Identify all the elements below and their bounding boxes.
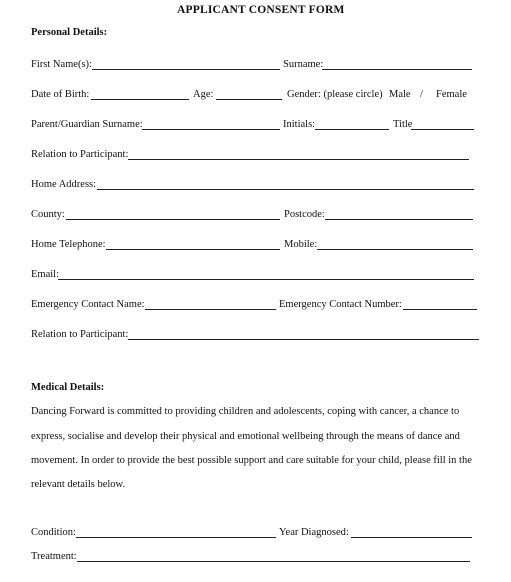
gender-female-option[interactable]: Female — [436, 89, 467, 100]
email-label: Email: — [31, 269, 59, 280]
emergency-number-label: Emergency Contact Number: — [279, 299, 402, 310]
condition-label: Condition: — [31, 527, 76, 538]
gender-separator: / — [420, 89, 423, 100]
initials-label: Initials: — [283, 119, 316, 130]
first-names-label: First Name(s): — [31, 59, 92, 70]
guardian-surname-field[interactable] — [142, 129, 280, 130]
year-diagnosed-field[interactable] — [351, 537, 472, 538]
title-label: Title — [393, 119, 413, 130]
gender-male-option[interactable]: Male — [389, 89, 411, 100]
relation-emergency-label: Relation to Participant: — [31, 329, 129, 340]
first-names-field[interactable] — [92, 69, 280, 70]
condition-field[interactable] — [76, 537, 276, 538]
guardian-surname-label: Parent/Guardian Surname: — [31, 119, 143, 130]
gender-label: Gender: (please circle) — [287, 89, 383, 100]
treatment-label: Treatment: — [31, 551, 77, 562]
medical-details-heading: Medical Details: — [31, 382, 105, 393]
postcode-field[interactable] — [325, 219, 473, 220]
emergency-name-field[interactable] — [145, 309, 276, 310]
medical-paragraph-line-2: express, socialise and develop their physical and emotional wellbeing through the means of dance and — [31, 431, 460, 442]
medical-paragraph-line-4: relevant details below. — [31, 479, 126, 490]
relation-label: Relation to Participant: — [31, 149, 129, 160]
county-label: County: — [31, 209, 65, 220]
mobile-label: Mobile: — [284, 239, 318, 250]
page-title: APPLICANT CONSENT FORM — [177, 4, 345, 16]
personal-details-heading: Personal Details: — [31, 27, 108, 38]
dob-field[interactable] — [91, 99, 189, 100]
emergency-number-field[interactable] — [403, 309, 477, 310]
home-telephone-field[interactable] — [106, 249, 280, 250]
relation-field[interactable] — [128, 159, 469, 160]
email-field[interactable] — [58, 279, 474, 280]
home-address-label: Home Address: — [31, 179, 97, 190]
year-diagnosed-label: Year Diagnosed: — [279, 527, 349, 538]
emergency-name-label: Emergency Contact Name: — [31, 299, 145, 310]
age-label: Age: — [193, 89, 214, 100]
home-address-field[interactable] — [97, 189, 474, 190]
age-field[interactable] — [216, 99, 282, 100]
medical-paragraph-line-3: movement. In order to provide the best possible support and care suitable for your child, please fill in the — [31, 455, 472, 466]
postcode-label: Postcode: — [284, 209, 325, 220]
surname-field[interactable] — [322, 69, 472, 70]
relation-emergency-field[interactable] — [128, 339, 479, 340]
mobile-field[interactable] — [317, 249, 473, 250]
treatment-field[interactable] — [77, 561, 470, 562]
title-field[interactable] — [411, 129, 474, 130]
medical-paragraph-line-1: Dancing Forward is committed to providing children and adolescents, coping with cancer, a chance to — [31, 406, 460, 417]
initials-field[interactable] — [315, 129, 389, 130]
county-field[interactable] — [66, 219, 280, 220]
dob-label: Date of Birth: — [31, 89, 90, 100]
surname-label: Surname: — [283, 59, 324, 70]
home-telephone-label: Home Telephone: — [31, 239, 106, 250]
